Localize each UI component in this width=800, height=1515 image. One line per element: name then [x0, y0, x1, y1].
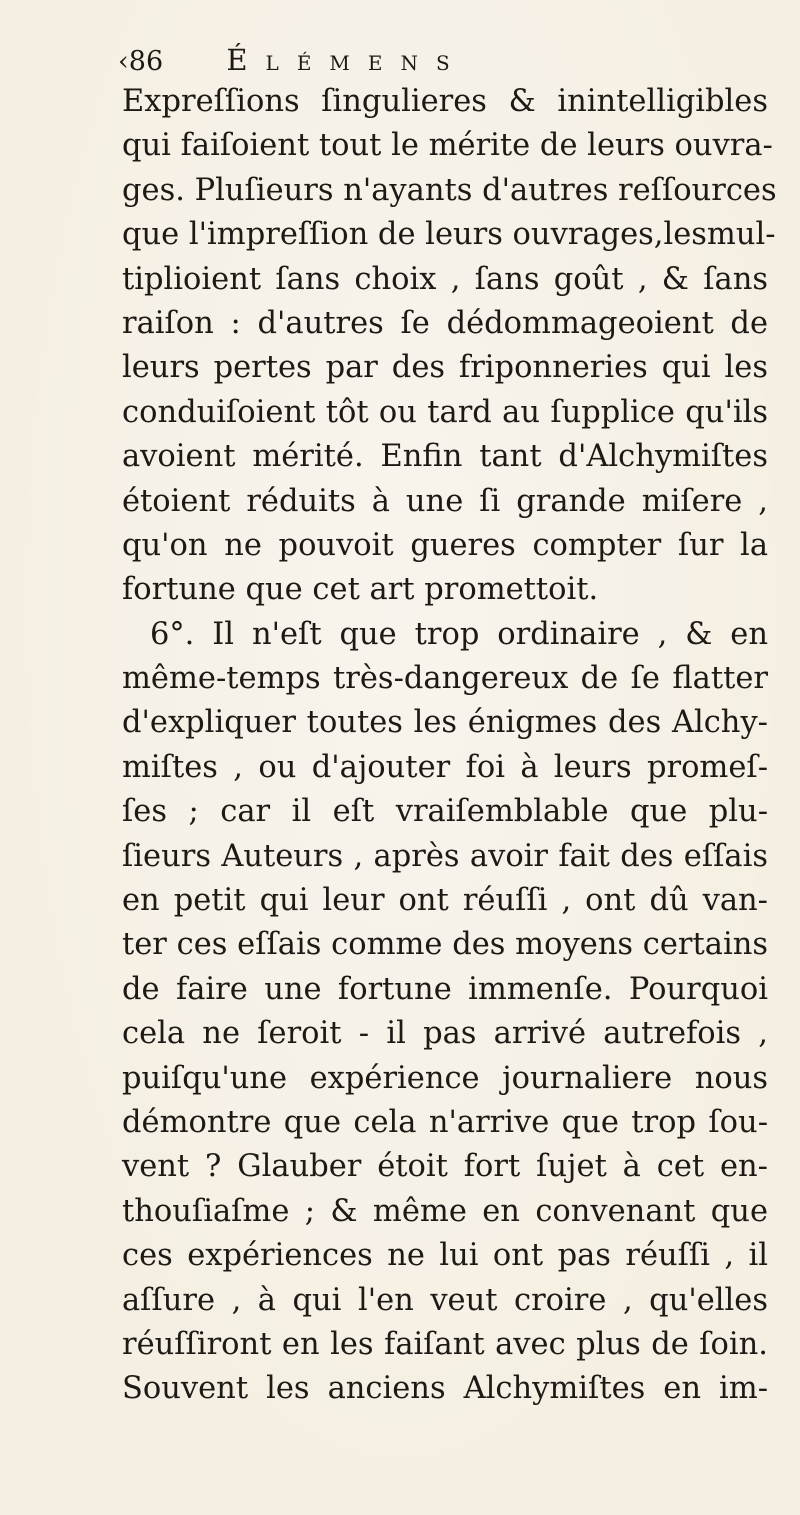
text-line: Souvent les anciens Alchymiſtes en im- — [122, 1371, 768, 1407]
text-line: vent ? Glauber étoit fort ſujet à cet en- — [122, 1149, 768, 1185]
text-line: de faire une fortune immenſe. Pourquoi — [122, 971, 768, 1007]
text-line: réuſſiront en les faiſant avec plus de ſoin. — [122, 1326, 768, 1362]
text-line: fortune que cet art promettoit. — [122, 572, 599, 608]
running-title: Élémens — [226, 43, 468, 77]
paragraph-start-line: 6°. Il n'eſt que trop ordinaire , & en — [150, 616, 768, 652]
text-line: ces expériences ne lui ont pas réuſſi , il — [122, 1238, 768, 1274]
text-line: miſtes , ou d'ajouter foi à leurs promeſ- — [122, 749, 768, 785]
page-number: ‹86 — [118, 46, 164, 77]
text-line: puiſqu'une expérience journaliere nous — [122, 1060, 768, 1096]
text-line: aſſure , à qui l'en veut croire , qu'elles — [122, 1282, 768, 1318]
text-line: étoient réduits à une ſi grande miſere , — [122, 483, 768, 519]
text-line: cela ne ſeroit - il pas arrivé autrefois , — [122, 1016, 768, 1052]
text-line: démontre que cela n'arrive que trop ſou- — [122, 1104, 768, 1140]
text-line: avoient mérité. Enfin tant d'Alchymiſtes — [122, 439, 768, 475]
text-line: même-temps très-dangereux de ſe flatter — [122, 661, 768, 697]
text-line: ter ces eſſais comme des moyens certains — [122, 927, 768, 963]
text-line: leurs pertes par des friponneries qui les — [122, 350, 768, 386]
text-line: qui faiſoient tout le mérite de leurs ouvra- — [122, 128, 773, 164]
text-line: tiplioient ſans choix , ſans goût , & ſans — [122, 261, 768, 297]
text-line: ſes ; car il eſt vraiſemblable que plu- — [122, 794, 768, 830]
text-line: Expreſſions ſingulieres & inintelligibles — [122, 84, 768, 119]
text-line: que l'impreſſion de leurs ouvrages,lesmul- — [122, 217, 776, 253]
running-head — [118, 40, 468, 80]
text-line: conduiſoient tôt ou tard au ſupplice qu'ils — [122, 394, 768, 430]
text-line: ges. Pluſieurs n'ayants d'autres reſſources — [122, 172, 777, 208]
text-line: thouſiaſme ; & même en convenant que — [122, 1193, 768, 1229]
text-line: raiſon : d'autres ſe dédommageoient de — [122, 305, 768, 341]
text-line: ſieurs Auteurs , après avoir fait des eſſais — [122, 838, 768, 874]
text-line: qu'on ne pouvoit gueres compter ſur la — [122, 527, 768, 563]
body-text — [122, 80, 777, 1412]
text-line: en petit qui leur ont réuſſi , ont dû van- — [122, 883, 768, 919]
text-line: d'expliquer toutes les énigmes des Alchy- — [122, 705, 768, 741]
